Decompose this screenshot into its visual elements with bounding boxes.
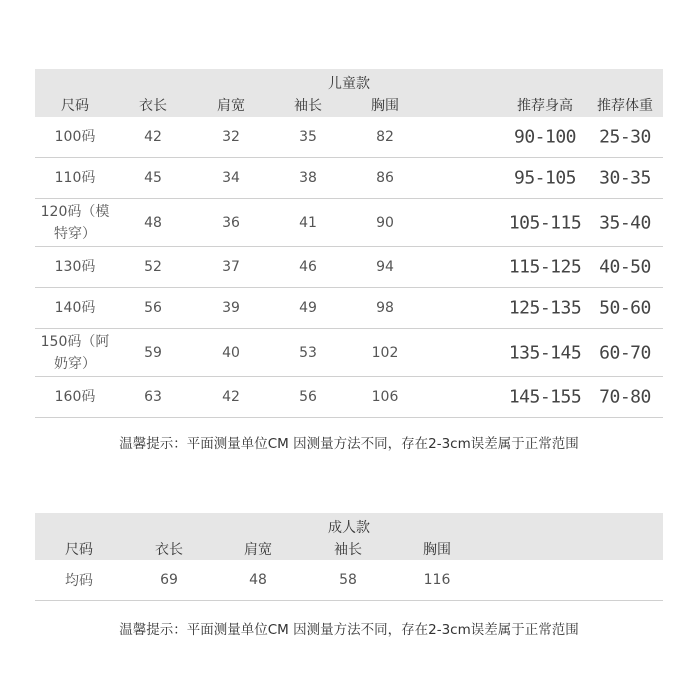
chest-cell: 116 — [423, 572, 451, 588]
weight-cell: 35-40 — [599, 212, 651, 233]
weight-cell: 60-70 — [599, 342, 651, 363]
weight-cell: 30-35 — [599, 167, 651, 189]
adult-table-caption: 成人款 — [328, 520, 370, 536]
chest-cell: 102 — [371, 344, 399, 361]
adult-table-header — [35, 513, 663, 560]
chest-cell: 86 — [376, 170, 394, 186]
sleeve-cell: 38 — [299, 170, 317, 186]
length-cell: 42 — [144, 129, 162, 145]
length-cell: 63 — [144, 389, 162, 405]
length-cell: 52 — [144, 259, 162, 275]
shoulder-cell: 39 — [222, 300, 240, 316]
height-cell: 105-115 — [508, 212, 582, 233]
chest-cell: 82 — [376, 129, 394, 145]
length-cell: 45 — [144, 170, 162, 186]
table-row — [35, 199, 663, 247]
table-row — [35, 247, 663, 288]
header-length: 衣长 — [155, 542, 183, 558]
adult-size-table — [35, 513, 663, 601]
adult-table-body — [35, 560, 663, 601]
header-chest: 胸围 — [423, 542, 451, 558]
table-row — [35, 329, 663, 377]
adult-measurement-note: 温馨提示：平面测量单位CM 因测量方法不同，存在2-3cm误差属于正常范围 — [119, 622, 579, 638]
header-shoulder: 肩宽 — [244, 542, 272, 558]
header-size: 尺码 — [65, 542, 93, 558]
length-cell: 69 — [160, 572, 178, 588]
weight-cell: 25-30 — [599, 126, 651, 148]
length-cell: 48 — [144, 214, 162, 231]
shoulder-cell: 48 — [249, 572, 267, 588]
header-shoulder: 肩宽 — [217, 98, 245, 114]
kids-size-table — [35, 69, 663, 418]
shoulder-cell: 32 — [222, 129, 240, 145]
kids-table-body — [35, 117, 663, 418]
height-cell: 115-125 — [508, 256, 582, 278]
size-cell: 140码 — [54, 300, 96, 316]
sleeve-cell: 46 — [299, 259, 317, 275]
chest-cell: 98 — [376, 300, 394, 316]
shoulder-cell: 37 — [222, 259, 240, 275]
length-cell: 59 — [144, 344, 162, 361]
height-cell: 145-155 — [508, 386, 582, 408]
table-row — [35, 377, 663, 418]
header-length: 衣长 — [139, 98, 167, 114]
height-cell: 95-105 — [513, 167, 577, 189]
header-sleeve: 袖长 — [294, 98, 322, 114]
size-cell: 110码 — [54, 170, 96, 186]
size-cell: 120码（模 特穿） — [40, 203, 110, 242]
kids-measurement-note: 温馨提示：平面测量单位CM 因测量方法不同，存在2-3cm误差属于正常范围 — [119, 436, 579, 452]
height-cell: 135-145 — [508, 342, 582, 363]
weight-cell: 50-60 — [599, 297, 651, 319]
header-size: 尺码 — [61, 98, 89, 114]
table-row — [35, 117, 663, 158]
size-cell: 100码 — [54, 129, 96, 145]
sleeve-cell: 41 — [299, 214, 317, 231]
size-cell: 130码 — [54, 259, 96, 275]
table-row — [35, 560, 663, 601]
sleeve-cell: 35 — [299, 129, 317, 145]
weight-cell: 70-80 — [599, 386, 651, 408]
height-cell: 125-135 — [508, 297, 582, 319]
height-cell: 90-100 — [513, 126, 577, 148]
shoulder-cell: 40 — [222, 344, 240, 361]
header-sleeve: 袖长 — [334, 542, 362, 558]
size-cell: 160码 — [54, 389, 96, 405]
size-cell: 均码 — [65, 573, 93, 589]
chest-cell: 90 — [376, 214, 394, 231]
sleeve-cell: 56 — [299, 389, 317, 405]
weight-cell: 40-50 — [599, 256, 651, 278]
chest-cell: 106 — [371, 389, 399, 405]
table-row — [35, 288, 663, 329]
length-cell: 56 — [144, 300, 162, 316]
sleeve-cell: 53 — [299, 344, 317, 361]
header-chest: 胸围 — [371, 98, 399, 114]
table-row — [35, 158, 663, 199]
shoulder-cell: 34 — [222, 170, 240, 186]
header-height: 推荐身高 — [517, 98, 573, 114]
shoulder-cell: 42 — [222, 389, 240, 405]
kids-table-caption: 儿童款 — [328, 76, 370, 92]
header-weight: 推荐体重 — [597, 98, 653, 114]
kids-table-header — [35, 69, 663, 117]
sleeve-cell: 49 — [299, 300, 317, 316]
chest-cell: 94 — [376, 259, 394, 275]
size-cell: 150码（阿 奶穿） — [40, 333, 110, 372]
shoulder-cell: 36 — [222, 214, 240, 231]
sleeve-cell: 58 — [339, 572, 357, 588]
